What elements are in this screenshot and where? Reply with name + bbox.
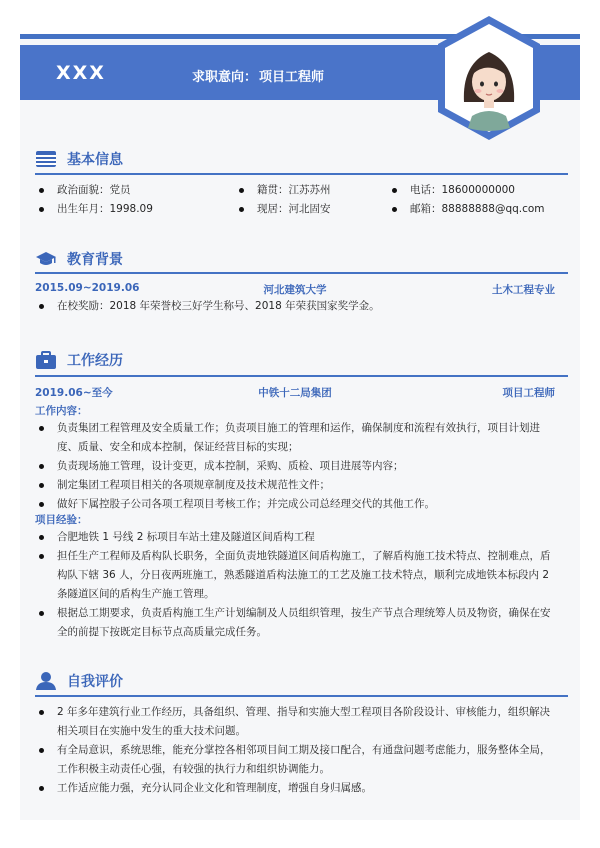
section-rule <box>35 173 568 175</box>
list-item: 负责现场施工管理，设计变更，成本控制，采购、质检、项目进展等内容； <box>35 457 560 476</box>
list-item: 2 年多年建筑行业工作经历，具备组织、管理、指导和实施大型工程项目各阶段设计、审核能力，组织解决相关项目在实施中发生的重大技术问题。 <box>35 703 560 741</box>
list-item: 负责集团工程管理及安全质量工作；负责项目施工的管理和运作，确保制度和流程有效执行，项目计划进度、质量、安全和成本控制，保证经营目标的实现； <box>35 419 560 457</box>
job-intent-label: 求职意向： <box>192 70 258 85</box>
residence: 现居：河北固安 <box>235 200 331 219</box>
education-period: 2015.09~2019.06 <box>35 282 140 294</box>
list-item: 合肥地铁 1 号线 2 标项目车站土建及隧道区间盾构工程 <box>35 528 560 547</box>
birth-date: 出生年月：1998.09 <box>35 200 153 219</box>
candidate-name: XXX <box>56 62 106 84</box>
email: 邮箱：88888888@qq.com <box>388 200 545 219</box>
company-name: 中铁十二局集团 <box>258 387 332 399</box>
basic-info-grid <box>35 181 568 221</box>
avatar <box>434 14 544 142</box>
section-work-experience <box>35 350 123 370</box>
job-role: 项目工程师 <box>502 387 555 399</box>
list-item: 工作适应能力强，充分认同企业文化和管理制度，增强自身归属感。 <box>35 779 560 798</box>
section-title: 基本信息 <box>67 152 123 168</box>
section-self-evaluation <box>35 671 123 691</box>
job-intent <box>192 66 326 85</box>
education-meta <box>35 282 555 296</box>
briefcase-icon <box>35 350 57 370</box>
job-intent-value: 项目工程师 <box>259 70 325 85</box>
list-item: 担任生产工程师及盾构队长职务，全面负责地铁隧道区间盾构施工，了解盾构施工技术特点、控制难点，盾构队下辖 36 人，分日夜两班施工，熟悉隧道盾构法施工的工艺及施工技术特点，顺利完成地铁本标段内 2 条隧道区间的盾构生产施工管理。 <box>35 547 560 604</box>
self-evaluation-list <box>35 703 560 798</box>
section-education <box>35 249 123 269</box>
education-list <box>35 297 560 316</box>
list-item: 根据总工期要求，负责盾构施工生产计划编制及人员组织管理，按生产节点合理统筹人员及物资，确保在安全的前提下按既定目标节点高质量完成任务。 <box>35 604 560 642</box>
native-place: 籍贯：江苏苏州 <box>235 181 331 200</box>
section-rule <box>35 695 568 697</box>
work-content-list <box>35 419 560 514</box>
section-basic-info <box>35 149 123 169</box>
school-name: 河北建筑大学 <box>263 284 327 296</box>
id-card-icon <box>35 149 57 169</box>
list-item: 制定集团工程项目相关的各项规章制度及技术规范性文件； <box>35 476 560 495</box>
person-icon <box>35 671 57 691</box>
work-content-label: 工作内容： <box>35 405 88 417</box>
work-period: 2019.06~至今 <box>35 387 113 399</box>
political-status: 政治面貌：党员 <box>35 181 131 200</box>
list-item: 有全局意识，系统思维，能充分掌控各相邻项目间工期及接口配合，有通盘问题考虑能力，服务整体全局，工作积极主动责任心强，有较强的执行力和组织协调能力。 <box>35 741 560 779</box>
major: 土木工程专业 <box>492 284 555 296</box>
section-title: 工作经历 <box>67 353 123 369</box>
project-experience-label: 项目经验： <box>35 514 88 526</box>
section-rule <box>35 375 568 377</box>
work-meta <box>35 385 555 399</box>
list-item: 做好下属控股子公司各项工程项目考核工作；并完成公司总经理交代的其他工作。 <box>35 495 560 514</box>
project-list <box>35 528 560 642</box>
list-item: 在校奖励：2018 年荣誉校三好学生称号、2018 年荣获国家奖学金。 <box>35 297 560 316</box>
section-title: 自我评价 <box>67 674 123 690</box>
section-title: 教育背景 <box>67 252 123 268</box>
section-rule <box>35 272 568 274</box>
graduation-cap-icon <box>35 249 57 269</box>
phone: 电话：18600000000 <box>388 181 515 200</box>
